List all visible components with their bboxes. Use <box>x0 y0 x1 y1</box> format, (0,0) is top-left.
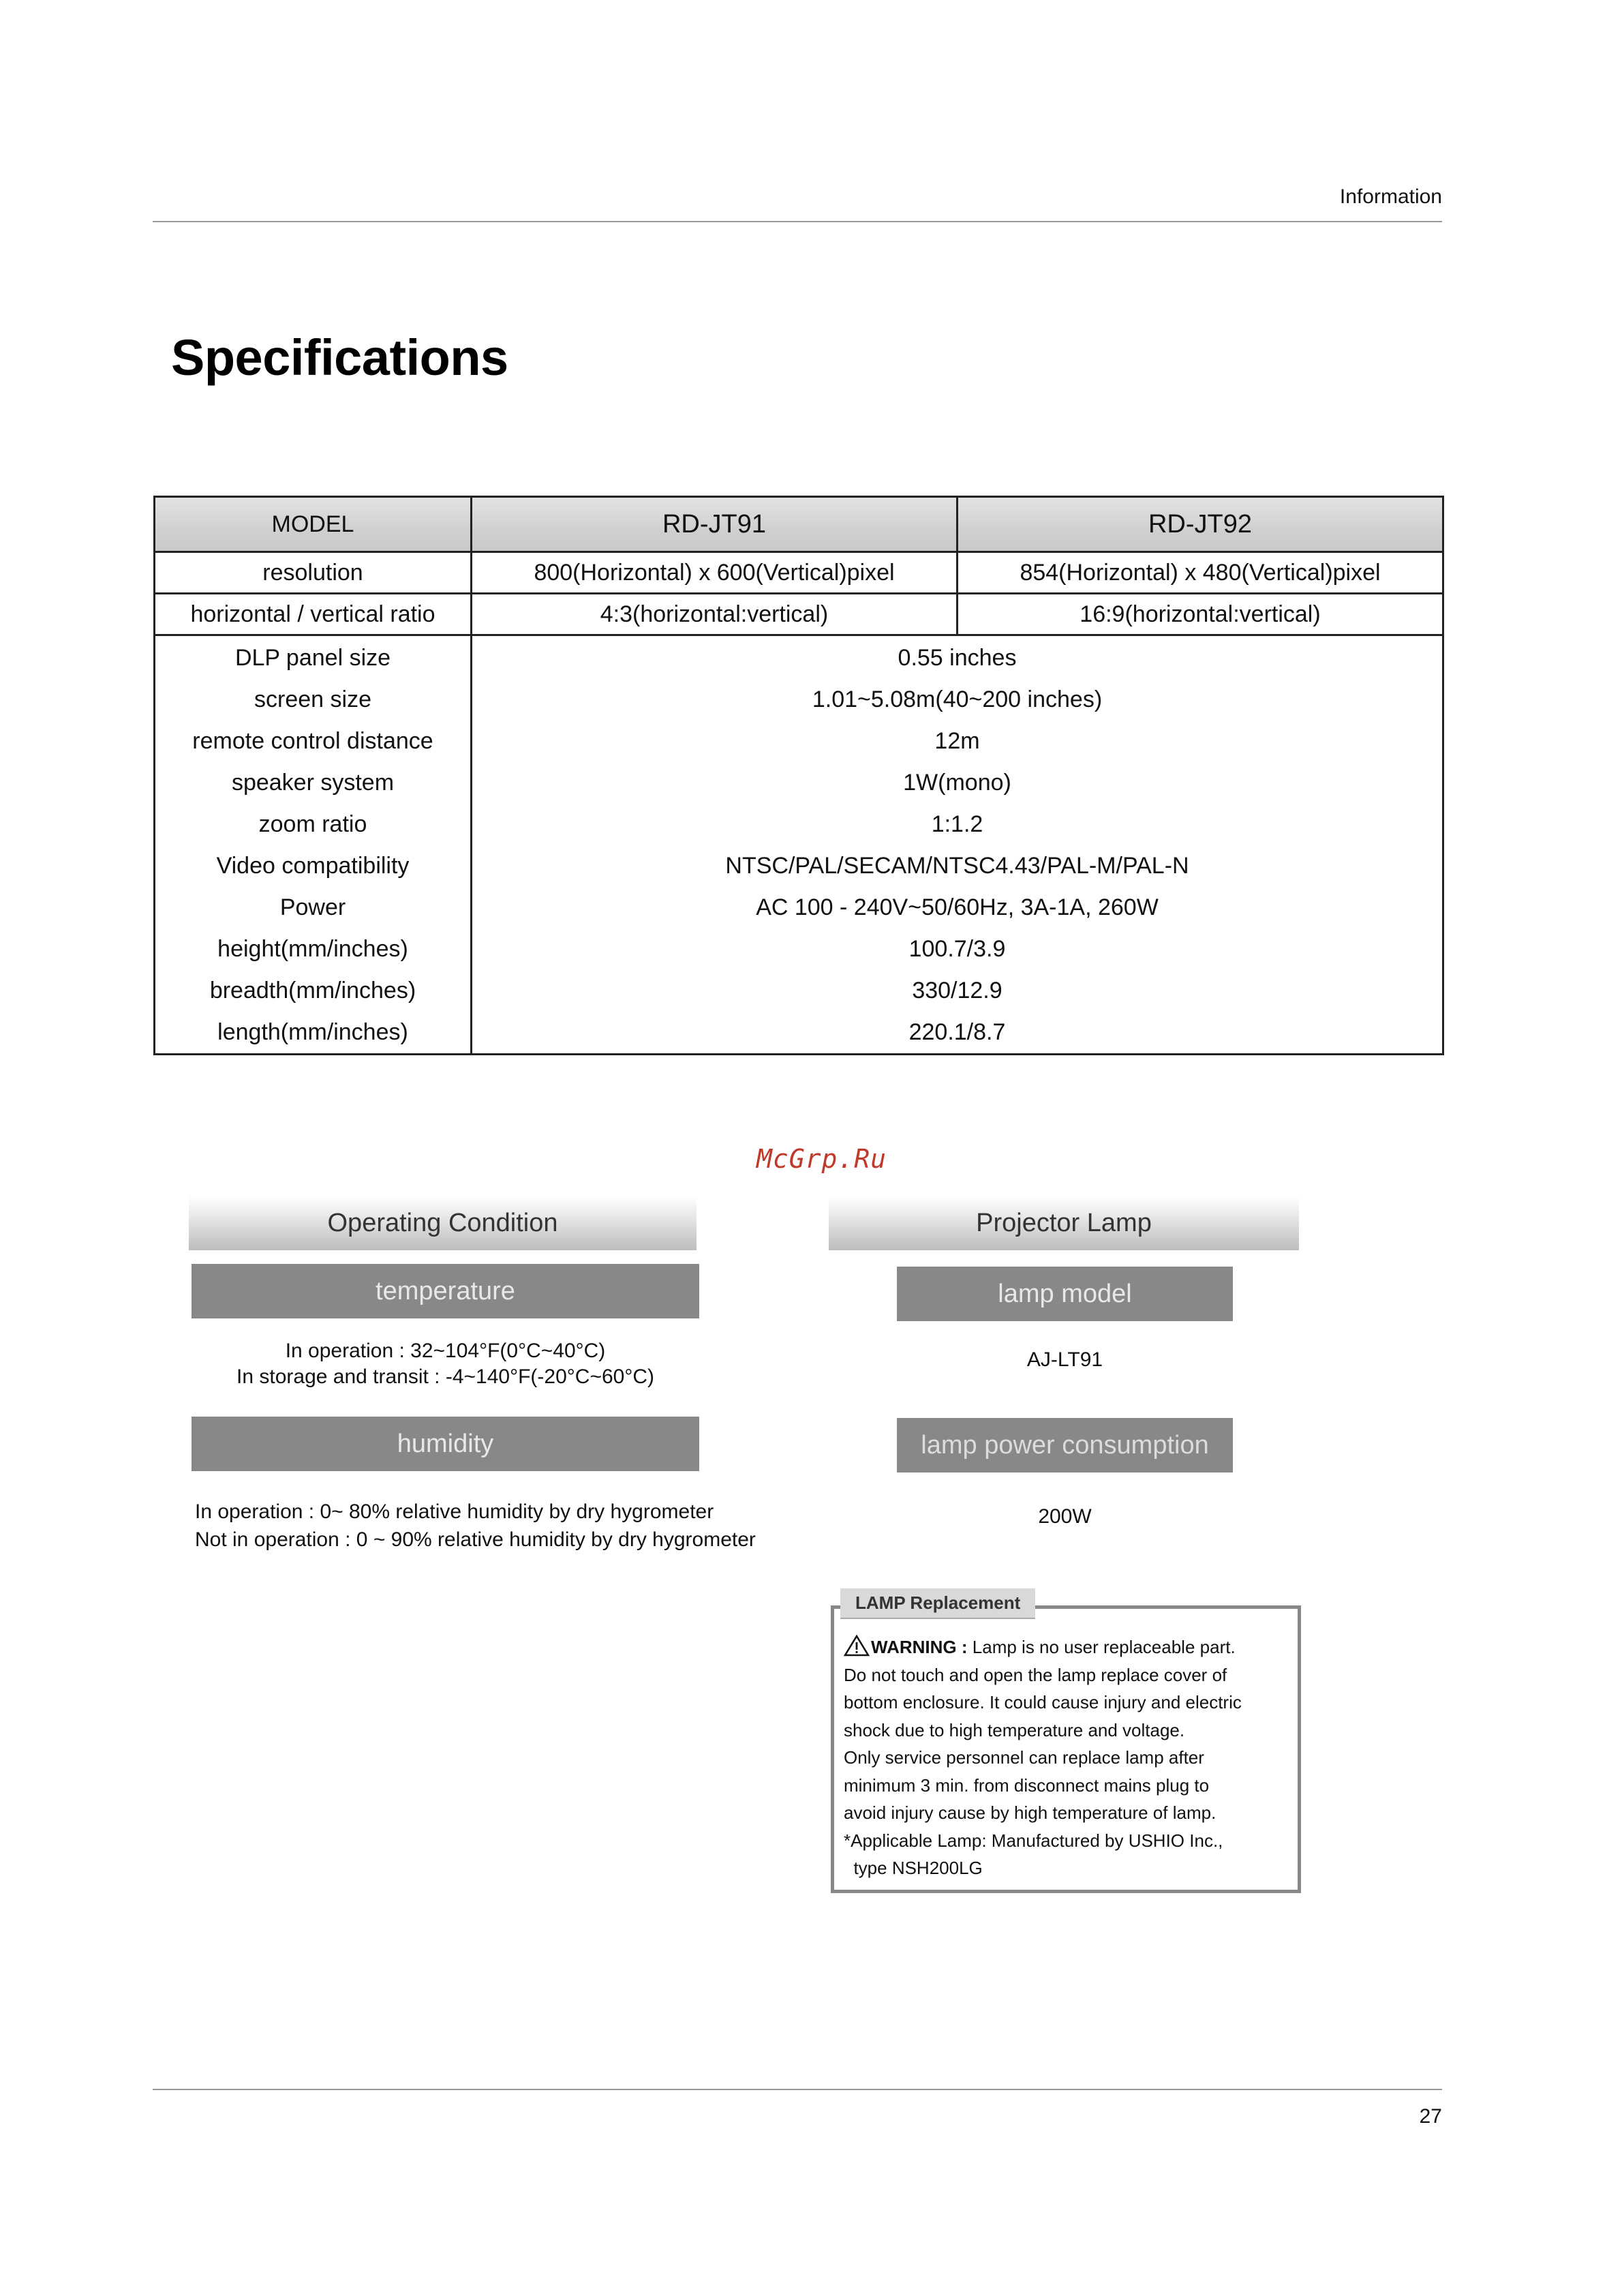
row-label: screen size <box>155 679 472 721</box>
lamp-replacement-text <box>844 1633 1294 1882</box>
page-title: Specifications <box>171 329 508 386</box>
lamp-line: *Applicable Lamp: Manufactured by USHIO Inc., <box>844 1830 1223 1851</box>
page-number: 27 <box>1419 2105 1442 2128</box>
row-value-b: 854(Horizontal) x 480(Vertical)pixel <box>958 552 1443 594</box>
lamp-line: shock due to high temperature and voltage. <box>844 1719 1185 1740</box>
temperature-line: In storage and transit : -4~140°F(-20°C~60°C) <box>236 1365 654 1388</box>
table-row <box>155 594 1443 635</box>
table-row <box>155 552 1443 594</box>
watermark-text: McGrp.Ru <box>756 1144 887 1174</box>
row-label: resolution <box>155 552 472 594</box>
footer-rule <box>153 2089 1442 2090</box>
table-row <box>155 970 1443 1012</box>
warning-icon <box>844 1635 870 1657</box>
row-label: Video compatibility <box>155 845 472 887</box>
temperature-notes <box>192 1338 699 1390</box>
operating-condition-title: Operating Condition <box>189 1196 697 1250</box>
temperature-label: temperature <box>192 1264 699 1318</box>
section-label: Information <box>1339 185 1442 208</box>
table-row <box>155 804 1443 845</box>
lamp-line: avoid injury cause by high temperature of lamp. <box>844 1802 1216 1823</box>
humidity-line: Not in operation : 0 ~ 90% relative humidity by dry hygrometer <box>195 1528 756 1551</box>
table-row <box>155 845 1443 887</box>
table-row <box>155 721 1443 762</box>
warning-label: WARNING : <box>871 1637 968 1657</box>
lamp-power-label: lamp power consumption <box>897 1418 1233 1472</box>
model-header: MODEL <box>155 497 472 552</box>
temperature-line: In operation : 32~104°F(0°C~40°C) <box>285 1340 606 1362</box>
table-row <box>155 1012 1443 1055</box>
table-row <box>155 928 1443 970</box>
row-value-b: 16:9(horizontal:vertical) <box>958 594 1443 635</box>
row-label: height(mm/inches) <box>155 928 472 970</box>
lamp-replacement-tab: LAMP Replacement <box>840 1588 1035 1619</box>
humidity-label: humidity <box>192 1417 699 1471</box>
row-label: DLP panel size <box>155 635 472 680</box>
warning-line <box>844 1633 1294 1661</box>
table-row <box>155 635 1443 680</box>
lamp-line: bottom enclosure. It could cause injury and electric <box>844 1692 1242 1712</box>
lamp-line: Do not touch and open the lamp replace cover of <box>844 1664 1227 1685</box>
row-value-a: 800(Horizontal) x 600(Vertical)pixel <box>472 552 958 594</box>
lamp-line: minimum 3 min. from disconnect mains plug to <box>844 1774 1210 1796</box>
humidity-line: In operation : 0~ 80% relative humidity by dry hygrometer <box>195 1500 714 1523</box>
projector-lamp-title: Projector Lamp <box>829 1196 1299 1250</box>
row-value: 1.01~5.08m(40~200 inches) <box>472 679 1443 721</box>
row-value: 220.1/8.7 <box>472 1012 1443 1055</box>
row-label: breadth(mm/inches) <box>155 970 472 1012</box>
lamp-line: Only service personnel can replace lamp after <box>844 1747 1204 1768</box>
humidity-notes <box>195 1498 761 1554</box>
header-rule <box>153 221 1442 222</box>
row-label: remote control distance <box>155 721 472 762</box>
table-row <box>155 762 1443 804</box>
row-label: Power <box>155 887 472 928</box>
table-row <box>155 679 1443 721</box>
row-label: zoom ratio <box>155 804 472 845</box>
row-value: 12m <box>472 721 1443 762</box>
spec-table-header <box>155 497 1443 552</box>
lamp-model-value: AJ-LT91 <box>1026 1348 1103 1371</box>
lamp-power-value: 200W <box>1038 1505 1092 1528</box>
row-value: 0.55 inches <box>472 635 1443 680</box>
row-label: horizontal / vertical ratio <box>155 594 472 635</box>
row-value: NTSC/PAL/SECAM/NTSC4.43/PAL-M/PAL-N <box>472 845 1443 887</box>
warning-text: Lamp is no user replaceable part. <box>972 1637 1236 1657</box>
model-a-header: RD-JT91 <box>472 497 958 552</box>
row-label: speaker system <box>155 762 472 804</box>
row-value: 100.7/3.9 <box>472 928 1443 970</box>
row-value-a: 4:3(horizontal:vertical) <box>472 594 958 635</box>
row-value: 330/12.9 <box>472 970 1443 1012</box>
row-value: 1:1.2 <box>472 804 1443 845</box>
lamp-model-label: lamp model <box>897 1267 1233 1321</box>
model-b-header: RD-JT92 <box>958 497 1443 552</box>
row-value: 1W(mono) <box>472 762 1443 804</box>
row-value: AC 100 - 240V~50/60Hz, 3A-1A, 260W <box>472 887 1443 928</box>
table-row <box>155 887 1443 928</box>
spec-table <box>153 496 1444 1055</box>
lamp-line: type NSH200LG <box>844 1858 983 1878</box>
row-label: length(mm/inches) <box>155 1012 472 1055</box>
